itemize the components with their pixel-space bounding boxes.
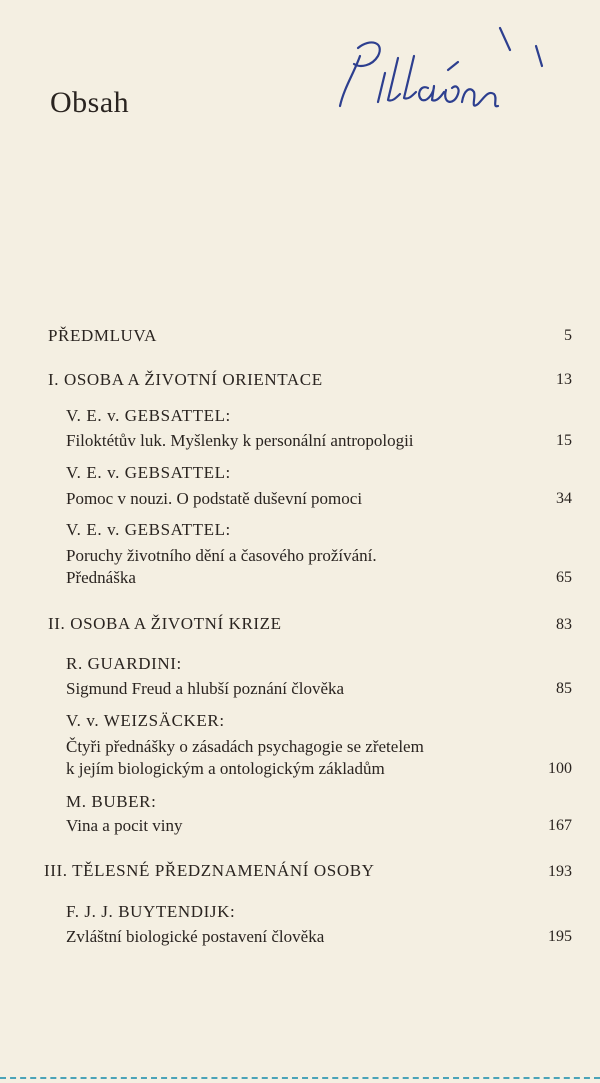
toc-part1-page: 13: [556, 371, 572, 388]
toc-part3-label: III. TĚLESNÉ PŘEDZNAMENÁNÍ OSOBY: [44, 861, 375, 880]
toc-part2-label: II. OSOBA A ŽIVOTNÍ KRIZE: [48, 614, 282, 633]
toc-entry-author: V. E. v. GEBSATTEL:: [66, 463, 231, 482]
page-title: Obsah: [50, 86, 130, 119]
toc-entry-title: Vina a pocit viny: [66, 816, 183, 835]
toc-entry-page: 167: [548, 817, 572, 834]
toc-entry-page: 34: [556, 490, 572, 507]
toc-entry-author: M. BUBER:: [66, 792, 157, 811]
toc-entry-title: Sigmund Freud a hlubší poznání člověka: [66, 679, 345, 698]
toc-entry-page: 195: [548, 928, 572, 945]
toc-entry-title: Čtyři přednášky o zásadách psychagogie se zřetelem: [66, 737, 424, 756]
toc-entry-author: F. J. J. BUYTENDIJK:: [66, 902, 236, 921]
toc-part3-page: 193: [548, 863, 572, 880]
toc-entry-title: Poruchy životního dění a časového prožívání.: [66, 546, 377, 565]
page-edge-divider: [0, 1075, 600, 1079]
toc-entry-title: Pomoc v nouzi. O podstatě duševní pomoci: [66, 489, 363, 508]
toc-preface-page: 5: [564, 327, 572, 344]
toc-part1-label: I. OSOBA A ŽIVOTNÍ ORIENTACE: [48, 370, 323, 389]
toc-entry-title-cont: Přednáška: [66, 568, 136, 587]
toc-entry-page: 100: [548, 760, 572, 777]
toc-entry-author: V. v. WEIZSÄCKER:: [66, 711, 225, 730]
toc-entry-author: V. E. v. GEBSATTEL:: [66, 520, 231, 539]
toc-entry-title-cont: k jejím biologickým a ontologickým základům: [66, 759, 385, 778]
toc-part2-page: 83: [556, 616, 572, 633]
toc-entry-page: 85: [556, 680, 572, 697]
toc-entry-title: Filoktétův luk. Myšlenky k personální antropologii: [66, 431, 414, 450]
toc-entry-author: V. E. v. GEBSATTEL:: [66, 406, 231, 425]
toc-entry-page: 15: [556, 432, 572, 449]
toc-preface-label: PŘEDMLUVA: [48, 326, 157, 345]
toc-entry-title: Zvláštní biologické postavení člověka: [66, 927, 325, 946]
toc-entry-page: 65: [556, 569, 572, 586]
toc-entry-author: R. GUARDINI:: [66, 654, 182, 673]
